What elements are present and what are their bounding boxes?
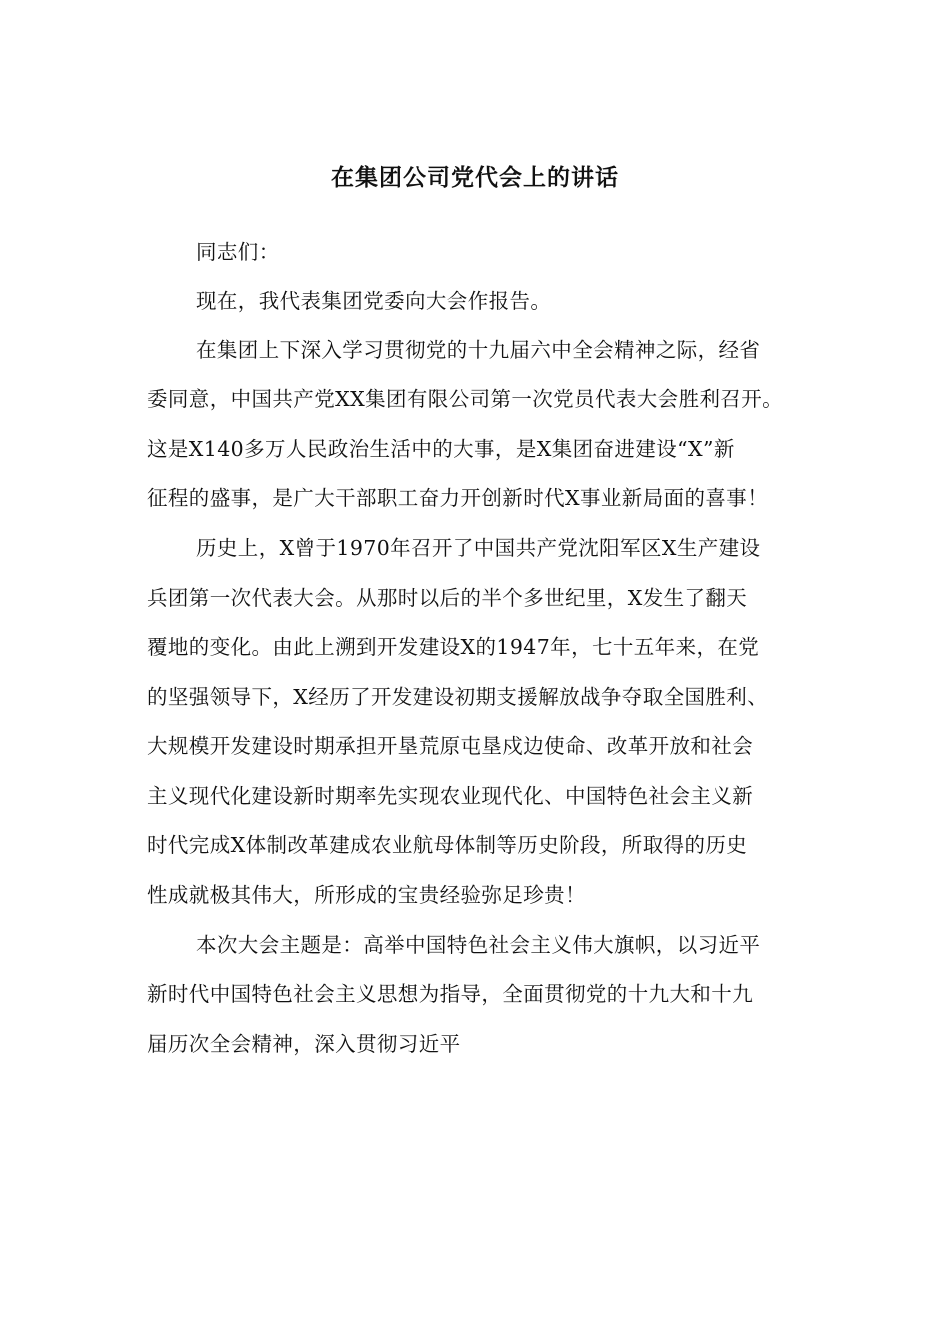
paragraph-3-line-3: 覆地的变化。由此上溯到开发建设X的1947年，七十五年来，在党 xyxy=(147,635,760,659)
paragraph-3-line-6: 主义现代化建设新时期率先实现农业现代化、中国特色社会主义新 xyxy=(147,784,754,808)
paragraph-1-line-1: 现在，我代表集团党委向大会作报告。 xyxy=(196,289,552,313)
paragraph-3-line-1: 历史上，X曾于1970年召开了中国共产党沈阳军区X生产建设 xyxy=(196,536,761,560)
paragraph-4-line-1: 本次大会主题是：高举中国特色社会主义伟大旗帜，以习近平 xyxy=(196,933,761,957)
paragraph-2-line-1: 在集团上下深入学习贯彻党的十九届六中全会精神之际，经省 xyxy=(196,338,761,362)
paragraph-2-line-3: 这是X140多万人民政治生活中的大事，是X集团奋进建设“X”新 xyxy=(147,437,735,461)
paragraph-2-line-2: 委同意，中国共产党XX集团有限公司第一次党员代表大会胜利召开。 xyxy=(147,387,784,411)
paragraph-3-line-2: 兵团第一次代表大会。从那时以后的半个多世纪里，X发生了翻天 xyxy=(147,586,748,610)
paragraph-2-line-4: 征程的盛事，是广大干部职工奋力开创新时代X事业新局面的喜事！ xyxy=(147,486,769,510)
paragraph-3-line-8: 性成就极其伟大，所形成的宝贵经验弥足珍贵！ xyxy=(147,883,586,907)
salutation-line: 同志们： xyxy=(196,240,280,264)
paragraph-3-line-4: 的坚强领导下，X经历了开发建设初期支援解放战争夺取全国胜利、 xyxy=(147,685,769,709)
document-title: 在集团公司党代会上的讲话 xyxy=(331,164,619,191)
paragraph-3-line-5: 大规模开发建设时期承担开垦荒原屯垦戍边使命、改革开放和社会 xyxy=(147,734,754,758)
paragraph-4-line-3: 届历次全会精神，深入贯彻习近平 xyxy=(147,1032,461,1056)
paragraph-3-line-7: 时代完成X体制改革建成农业航母体制等历史阶段，所取得的历史 xyxy=(147,833,748,857)
paragraph-4-line-2: 新时代中国特色社会主义思想为指导，全面贯彻党的十九大和十九 xyxy=(147,982,754,1006)
